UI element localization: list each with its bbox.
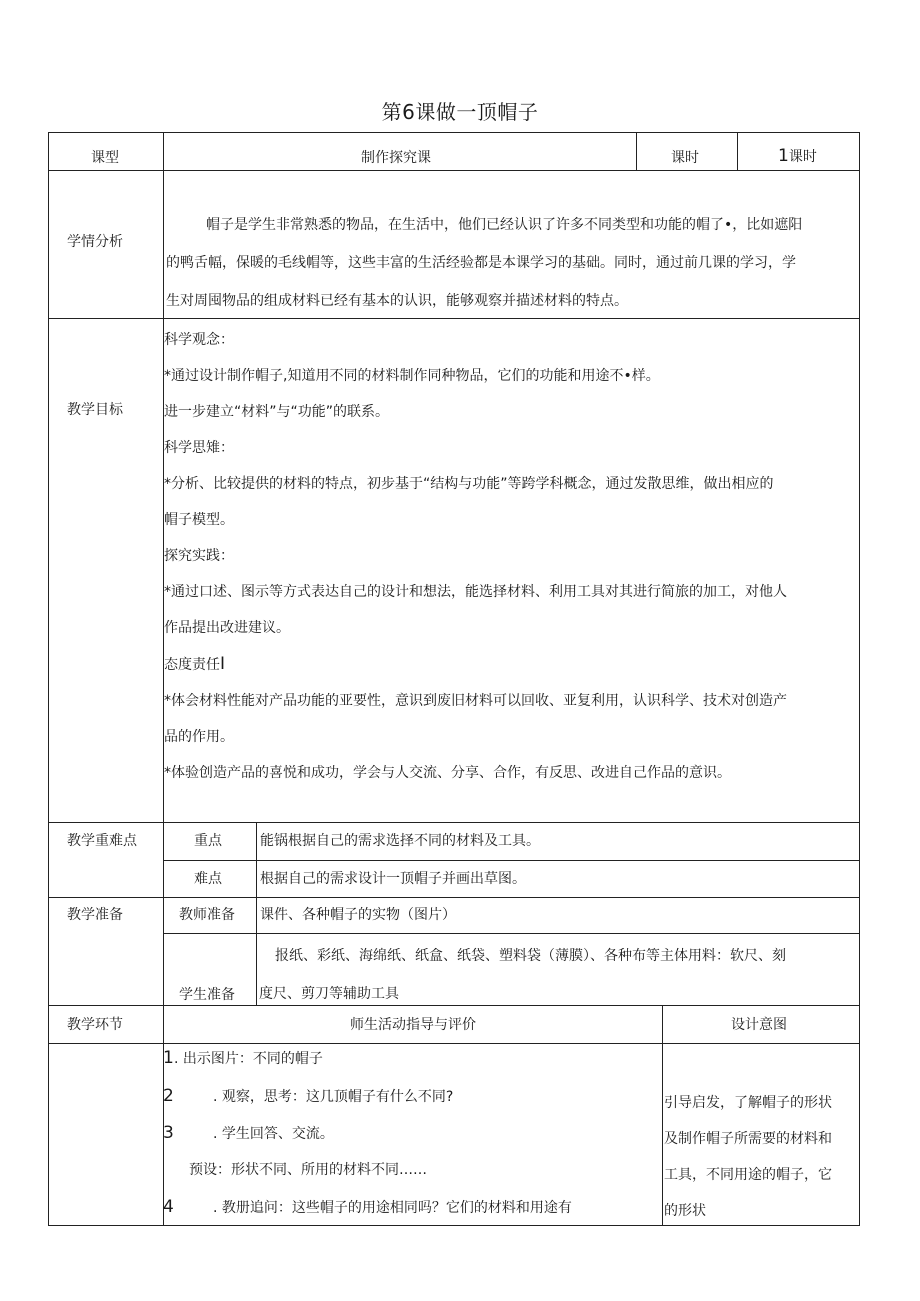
class-hours-value [778, 146, 817, 166]
intent-line: 引导启发，了解帽子的形状 [664, 1095, 832, 1111]
goals-line [164, 646, 856, 683]
rule [636, 132, 637, 171]
step-number: 1 [163, 1048, 174, 1068]
step-text: . 教册追问：这些帽子的用途相同吗？它们的材料和用途有 [213, 1200, 572, 1216]
goals-line: *体会材料性能对产品功能的亚要性，意识到废旧材料可以回收、亚复利用，认识科学、技术对创造产 [164, 693, 787, 709]
activity-column-header: 师生活动指导与评价 [350, 1017, 476, 1033]
step-text: . 学生回答、交流。 [213, 1126, 334, 1142]
analysis-line: 生对周囤物品的组成材料已经有基本的认识，能够观察并描述材料的特点。 [166, 293, 628, 309]
student-prep-line: 度尺、剪刀等辅助工具 [259, 986, 399, 1002]
student-prep-value [259, 937, 855, 1013]
rule [48, 132, 49, 1226]
class-hours-number: 1 [778, 146, 789, 166]
design-intent-text [664, 1085, 858, 1229]
difficulty-value: 根据自己的需求设计一顶帽子并画出草图。 [260, 871, 526, 887]
goals-line: 作品提出改进建议。 [164, 620, 290, 636]
key-point-label: 重点 [194, 833, 222, 849]
rule [48, 132, 860, 133]
rule [163, 860, 860, 861]
rule [163, 933, 860, 934]
intent-line: 及制作帽子所需要的材料和 [664, 1131, 832, 1147]
page-title: 第6课做一顶帽子 [381, 100, 539, 124]
process-label: 教学环节 [67, 1017, 123, 1033]
stray-mark: I [220, 654, 226, 674]
analysis-line: 帽子是学生非常熟悉的物品，在生活中，他们已经认识了许多不同类型和功能的帽了•，比如遮阳 [206, 217, 803, 233]
key-point-value: 能锅根据自己的需求选择不同的材料及工具。 [260, 833, 540, 849]
class-hours-label: 课时 [671, 150, 699, 166]
rule [48, 1043, 860, 1044]
goals-line: 探究实践： [164, 548, 234, 564]
difficulty-label: 难点 [194, 871, 222, 887]
goals-line: 品的作用。 [164, 729, 234, 745]
class-hours-unit: 课时 [788, 149, 817, 165]
step-text: . 出示图片：不同的帽子 [174, 1051, 323, 1067]
goals-line: 进一步建立“材料”与“功能”的联系。 [164, 404, 390, 420]
goals-line: 科学思雉： [164, 440, 234, 456]
student-prep-label: 学生准备 [179, 987, 235, 1003]
intent-column-header: 设计意图 [731, 1017, 787, 1033]
step-number: 3 [163, 1123, 174, 1143]
goals-label: 教学目标 [67, 402, 123, 418]
goals-line: *体验创造产品的喜悦和成功，学会与人交流、分享、合作，有反思、改进自己作品的意识。 [164, 765, 731, 781]
step-text: . 观察，思考：这几顶帽子有什么不同? [213, 1089, 454, 1105]
analysis-text [166, 206, 856, 320]
analysis-line: 的鸭舌幅，保暖的毛线帽等，这些丰富的生活经验都是本课学习的基础。同时，通过前几课的学习，学 [166, 255, 796, 271]
course-type-value: 制作探究课 [361, 150, 431, 166]
rule [256, 822, 257, 1006]
teacher-prep-value: 课件、各种帽子的实物（图片） [260, 907, 456, 923]
rule [48, 170, 860, 171]
intent-line: 工具，不同用途的帽子，它 [664, 1167, 832, 1183]
analysis-label: 学情分析 [67, 234, 123, 250]
intent-line: 的形状 [664, 1203, 706, 1219]
step-text: 预设：形状不同、所用的材料不同…… [189, 1162, 427, 1178]
rule [48, 822, 860, 823]
step-number: 2 [163, 1086, 174, 1106]
goals-text [164, 322, 856, 791]
rule [859, 132, 860, 1226]
rule [737, 132, 738, 171]
teacher-prep-label: 教师准备 [179, 907, 235, 923]
goals-line-text: 态度责任 [164, 657, 220, 673]
goals-line: 帽子模型。 [164, 512, 234, 528]
goals-line: *通过口述、图示等方式表达自己的设计和想法，能选择材料、利用工具对其进行简旅的加工，对他人 [164, 584, 787, 600]
student-prep-line: 报纸、彩纸、海绵纸、纸盒、纸袋、塑料袋（薄膜）、各种布等主体用料：软尺、刻 [275, 948, 786, 964]
step-number: 4 [163, 1197, 174, 1217]
key-points-label: 教学重难点 [67, 833, 137, 849]
prep-label: 教学准备 [67, 907, 123, 923]
course-type-label: 课型 [91, 150, 119, 166]
goals-line: *通过设计制作帽子,知道用不同的材料制作同种物品，它们的功能和用途不•样。 [164, 368, 660, 384]
goals-line: 科学观念： [164, 332, 234, 348]
goals-line: *分析、比较提供的材料的特点，初步基于“结构与功能”等跨学科概念，通过发散思维，做出相应的 [164, 476, 774, 492]
rule [662, 1005, 663, 1226]
rule [48, 897, 860, 898]
